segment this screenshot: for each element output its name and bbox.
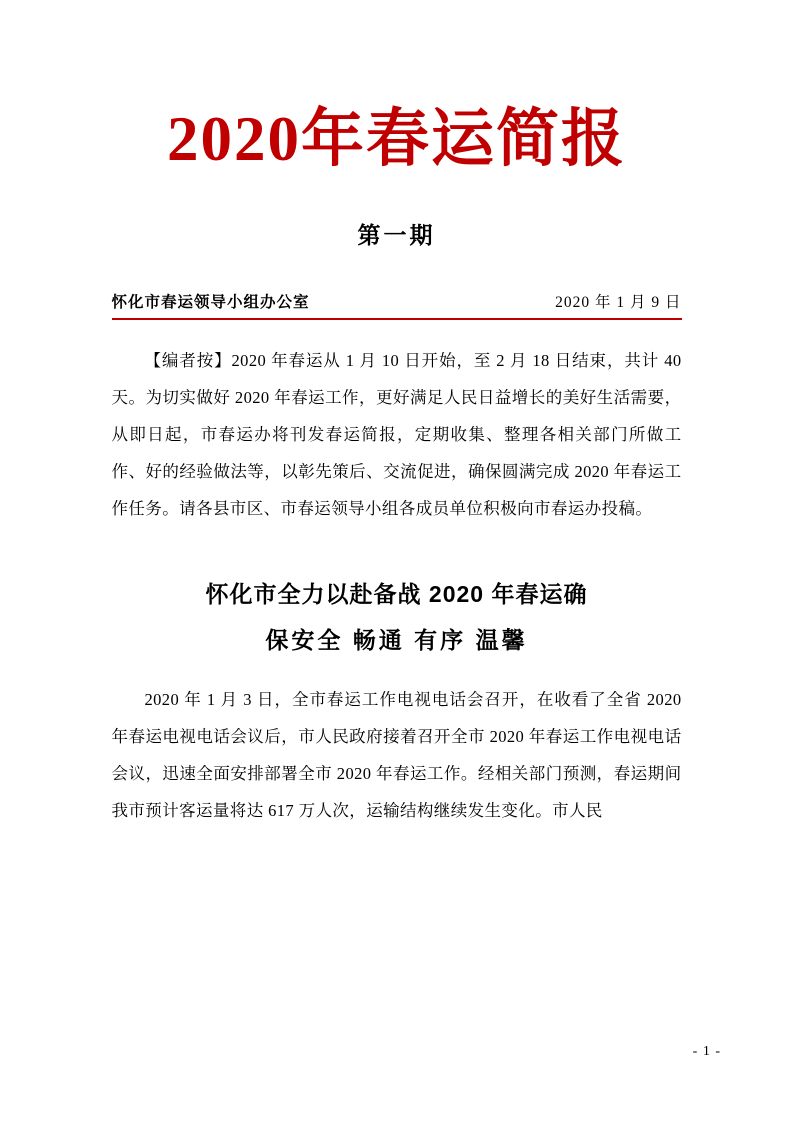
document-meta (112, 250, 682, 312)
document-body (112, 320, 682, 829)
editor-note-paragraph: 【编者按】2020 年春运从 1 月 10 日开始，至 2 月 18 日结束，共计 40 天。为切实做好 2020 年春运工作，更好满足人民日益增长的美好生活需要，从即日起，市春运办将刊发春运简报，定期收集、整理各相关部门所做工作、好的经验做法等，以彰先策后、交流促进，确保圆满完成 2020 年春运工作任务。请各县市区、市春运领导小组各成员单位积极向市春运办投稿。 (111, 351, 682, 518)
section-paragraph: 2020 年 1 月 3 日，全市春运工作电视电话会召开，在收看了全省 2020 年春运电视电话会议后，市人民政府接着召开全市 2020 年春运工作电视电话会议，迅速全面安排部署全市 2020 年春运工作。经相关部门预测，春运期间我市预计客运量将达 617 万人次，运输结构继续发生变化。市人民 (111, 690, 682, 820)
page-number: - 1 - (692, 1044, 721, 1059)
section-heading-line1: 怀化市全力以赴备战 2020 年春运确 (205, 581, 588, 607)
issue-date: 2020 年 1 月 9 日 (555, 294, 682, 311)
paragraph-spacer (112, 663, 682, 681)
section-heading-line2: 保安全 畅通 有序 温馨 (265, 627, 528, 653)
issue-number: 第一期 (357, 222, 436, 248)
section-heading (112, 527, 682, 663)
issuer-name: 怀化市春运领导小组办公室 (111, 294, 310, 311)
page-title: 2020年春运简报 (167, 104, 626, 174)
